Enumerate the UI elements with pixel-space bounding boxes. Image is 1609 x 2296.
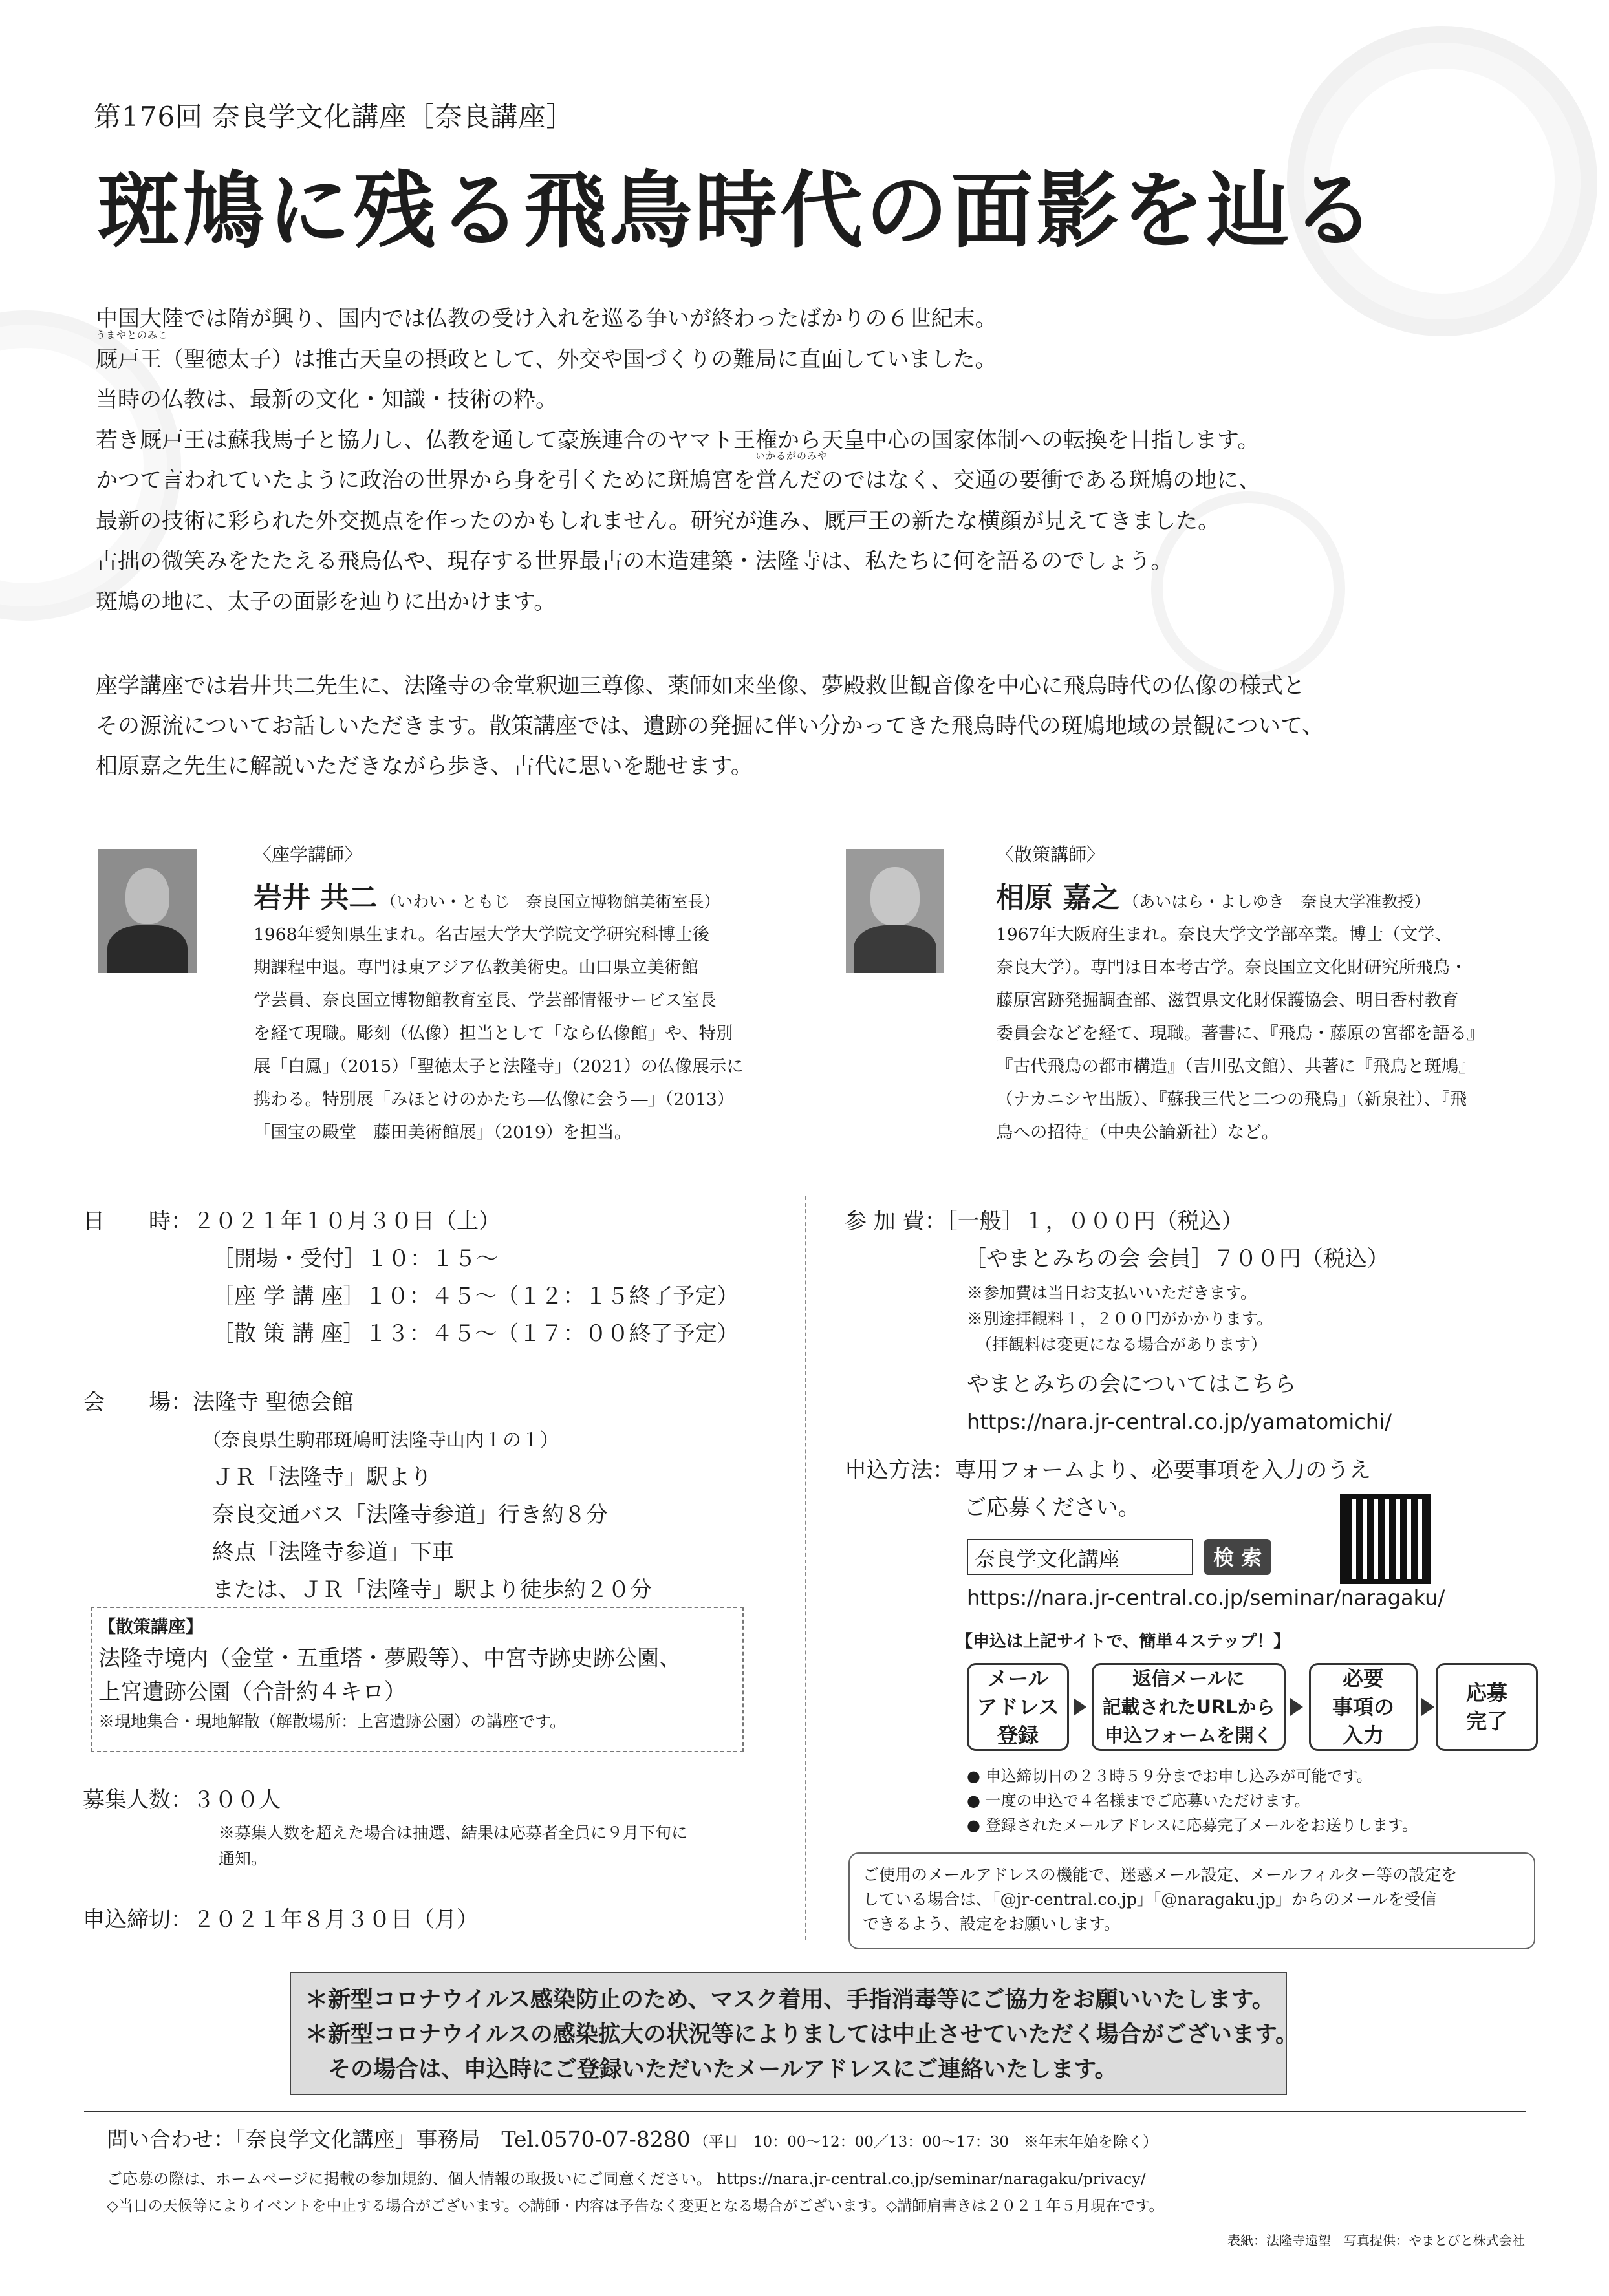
series-label: 第176回 奈良学文化講座［奈良講座］ xyxy=(94,101,574,133)
disclaimer-text: ◇当日の天候等によりイベントを中止する場合がございます。◇講師・内容は予告なく変更となる場合がございます。◇講師肩書きは２０２１年５月現在です。 xyxy=(107,2198,1164,2215)
walking-course-note: ※現地集合・現地解散（解散場所：上宮遺跡公園）の講座です。 xyxy=(98,1712,567,1731)
schedule-item: ［座 学 講 座］１０：４５～（１２：１５終了予定） xyxy=(212,1283,739,1309)
lecturer-name-line xyxy=(996,874,1430,916)
contact-line xyxy=(107,2123,1158,2153)
club-link[interactable]: https://nara.jr-central.co.jp/yamatomichi/ xyxy=(967,1410,1392,1434)
apply-notes: ● 申込締切日の２３時５９分までお申し込みが可能です。 ● 一度の申込で４名様までご応募いただけます。 ● 登録されたメールアドレスに応募完了メールをお送りします。 xyxy=(967,1767,1418,1834)
intro-line-umayado: うまやとのみこ 厩戸王（聖徳太子）は推古天皇の摂政として、外交や国づくりの難局に直面していました。 xyxy=(96,328,997,372)
lecture-description-line: 相原嘉之先生に解説いただきながら歩き、古代に思いを馳せます。 xyxy=(96,753,753,779)
agreement-text: ご応募の際は、ホームページに掲載の参加規約、個人情報の取扱いにご同意ください。 https://nara.jr-central.co.jp/seminar/naragaku/privacy/ xyxy=(107,2170,1146,2188)
venue-access: 終点「法隆寺参道」下車 xyxy=(212,1540,454,1565)
schedule-item: ［開場・受付］１０：１５～ xyxy=(212,1246,498,1272)
step-4: 応募 完了 xyxy=(1436,1663,1538,1751)
qr-code[interactable] xyxy=(1345,1499,1425,1579)
step-arrow xyxy=(1421,1698,1434,1716)
covid-notice: ＊新型コロナウイルス感染防止のため、マスク着用、手指消毒等にご協力をお願いいたします。 ＊新型コロナウイルスの感染拡大の状況等によりましては中止させていただく場合がございます。 その場合は、申込時にご登録いただいたメールアドレスにご連絡いたします。 xyxy=(290,1972,1287,2095)
walking-course-line: 上宮遺跡公園（合計約４キロ） xyxy=(98,1679,406,1705)
lecturer-role: 〈散策講師〉 xyxy=(996,844,1105,865)
schedule-label: 日 時： xyxy=(83,1208,193,1234)
walking-course-line: 法隆寺境内（金堂・五重塔・夢殿等）、中宮寺跡史跡公園、 xyxy=(98,1646,681,1671)
contact-hours: （平日 10：00～12：00／13：00～17：30 ※年末年始を除く） xyxy=(693,2134,1158,2151)
photo-credit: 表紙：法隆寺遠望 写真提供：やまとびと株式会社 xyxy=(1227,2233,1525,2248)
walking-course-heading: 【散策講座】 xyxy=(98,1617,203,1637)
club-text: やまとみちの会についてはこちら xyxy=(967,1371,1297,1397)
capacity-notes: ※募集人数を超えた場合は抽選、結果は応募者全員に９月下旬に 通知。 xyxy=(219,1823,688,1868)
footer-divider xyxy=(84,2111,1526,2112)
club-info xyxy=(967,1366,1392,1441)
lecturer-reading: （いわい・ともじ 奈良国立博物館美術室長） xyxy=(380,892,720,911)
capacity-value: ３００人 xyxy=(193,1787,281,1813)
fee-general: ［一般］１，０００円（税込） xyxy=(946,1208,1244,1234)
lecturer-role: 〈座学講師〉 xyxy=(254,844,363,865)
apply-label: 申込方法： xyxy=(845,1457,955,1483)
intro-line: 中国大陸では隋が興り、国内では仏教の受け入れを巡る争いが終わったばかりの６世紀末。 xyxy=(96,306,997,332)
intro-line: 古拙の微笑みをたたえる飛鳥仏や、現存する世界最古の木造建築・法隆寺は、私たちに何を語るのでしょう。 xyxy=(96,548,1173,574)
fee-notes: ※参加費は当日お支払いいただきます。 ※別途拝観料１，２００円がかかります。 （拝観料は変更になる場合があります） xyxy=(967,1283,1273,1354)
schedule-section xyxy=(83,1203,739,1353)
intro-text xyxy=(96,299,1260,622)
lecture-description-line: その源流についてお話しいただきます。散策講座では、遺跡の発掘に伴い分かってきた飛鳥時代の斑鳩地域の景観について、 xyxy=(96,713,1324,739)
apply-section xyxy=(845,1452,1371,1527)
venue-access: または、ＪＲ「法隆寺」駅より徒歩約２０分 xyxy=(212,1577,652,1603)
step-arrow xyxy=(1074,1698,1086,1716)
intro-line: 当時の仏教は、最新の文化・知識・技術の粋。 xyxy=(96,387,557,413)
intro-line: 斑鳩の地に、太子の面影を辿りに出かけます。 xyxy=(96,588,556,615)
lecturer-photo-iwai xyxy=(98,849,197,973)
lecturer-name: 相原 嘉之 xyxy=(996,881,1120,914)
venue-label: 会 場： xyxy=(83,1389,193,1415)
venue-access: 奈良交通バス「法隆寺参道」行き約８分 xyxy=(212,1502,608,1528)
capacity-section xyxy=(83,1781,281,1819)
lecturer-bio: 1967年大阪府生まれ。奈良大学文学部卒業。博士（文学、 奈良大学）。専門は日本考古学。奈良国立文化財研究所飛鳥・ 藤原宮跡発掘調査部、滋賀県文化財保護協会、明日香村教育 委員会などを経て、現職。著書に、『飛鳥・藤原の宮都を語る』 『古代飛鳥の都市構造』（吉川弘文館）、共著に『飛鳥と斑鳩』 （ナカニシヤ出版）、『蘇我三代と二つの飛鳥』（新泉社）、『飛 鳥への招待』（中央公論新社）など。 xyxy=(996,925,1484,1143)
intro-line-ikarugaguu: いかるがのみや かつて言われていたように政治の世界から身を引くために斑鳩宮を営んだのではなく、交通の要衝である斑鳩の地に、 xyxy=(96,450,1261,493)
lecturer-photo-aihara xyxy=(846,849,944,973)
fee-member: ［やまとみちの会 会員］７００円（税込） xyxy=(964,1246,1389,1272)
walking-course xyxy=(98,1613,681,1735)
fee-label: 参 加 費： xyxy=(845,1208,947,1234)
apply-url[interactable]: https://nara.jr-central.co.jp/seminar/naragaku/ xyxy=(967,1585,1445,1610)
contact-info: 問い合わせ：「奈良学文化講座」事務局 Tel.0570-07-8280 xyxy=(107,2127,691,2152)
step-arrow xyxy=(1290,1698,1303,1716)
column-divider xyxy=(805,1196,806,1940)
ruby-umayado: うまやとのみこ xyxy=(96,328,169,341)
schedule-item: ［散 策 講 座］１３：４５～（１７：００終了予定） xyxy=(212,1321,739,1347)
lecturer-bio: 1968年愛知県生まれ。名古屋大学大学院文学研究科博士後 期課程中退。専門は東アジア仏教美術史。山口県立美術館 学芸員、奈良国立博物館教育室長、学芸部情報サービス室長 を経て現職。彫刻（仏像）担当として「なら仏像館」や、特別 展「白鳳」（2015）「聖徳太子と法隆寺」（2021）の仏像展示に 携わる。特別展「みほとけのかたち―仏像に会う―」（2013） 「国宝の殿堂 藤田美術館展」（2019）を担当。 xyxy=(254,925,744,1143)
lecture-description-line: 座学講座では岩井共二先生に、法隆寺の金堂釈迦三尊像、薬師如来坐像、夢殿救世観音像を中心に飛鳥時代の仏像の様式と xyxy=(96,673,1305,699)
ruby-ikaruga: いかるがのみや xyxy=(755,450,828,462)
capacity-label: 募集人数： xyxy=(83,1787,193,1813)
deadline-label: 申込締切： xyxy=(83,1907,193,1933)
fee-section xyxy=(845,1203,1389,1278)
search-button[interactable]: 検 索 xyxy=(1204,1539,1271,1575)
page-title: 斑鳩に残る飛鳥時代の面影を辿る xyxy=(97,162,1378,259)
step-2: 返信メールに 記載されたURLから 申込フォームを開く xyxy=(1092,1663,1286,1751)
venue-address: （奈良県生駒郡斑鳩町法隆寺山内１の１） xyxy=(202,1429,559,1451)
schedule-date: ２０２１年１０月３０日（土） xyxy=(193,1208,501,1234)
search-input[interactable]: 奈良学文化講座 xyxy=(967,1539,1193,1575)
deadline-section xyxy=(83,1901,479,1938)
email-notice-box: ご使用のメールアドレスの機能で、迷惑メール設定、メールフィルター等の設定を している場合は、「@jr-central.co.jp」「@naragaku.jp」からのメールを受信 できるよう、設定をお願いします。 xyxy=(848,1852,1535,1949)
lecturer-name-line xyxy=(254,874,720,916)
venue-section xyxy=(83,1384,652,1609)
lecturer-reading: （あいはら・よしゆき 奈良大学准教授） xyxy=(1123,892,1431,911)
apply-line: 専用フォームより、必要事項を入力のうえ xyxy=(955,1457,1372,1483)
step-3: 必要 事項の 入力 xyxy=(1309,1663,1418,1751)
venue-name: 法隆寺 聖徳会館 xyxy=(193,1389,354,1415)
intro-line: 若き厩戸王は蘇我馬子と協力し、仏教を通して豪族連合のヤマト王権から天皇中心の国家体制への転換を目指します。 xyxy=(96,427,1260,453)
apply-line: ご応募ください。 xyxy=(964,1495,1140,1521)
venue-access: ＪＲ「法隆寺」駅より xyxy=(212,1465,432,1490)
lecture-description xyxy=(96,666,1324,786)
step-1: メール アドレス 登録 xyxy=(967,1663,1069,1751)
steps-heading: 【申込は上記サイトで、簡単４ステップ！】 xyxy=(956,1632,1291,1651)
deadline-value: ２０２１年８月３０日（月） xyxy=(193,1907,479,1933)
intro-line: 最新の技術に彩られた外交拠点を作ったのかもしれません。研究が進み、厩戸王の新たな横顔が見えてきました。 xyxy=(96,508,1220,534)
lecturer-name: 岩井 共二 xyxy=(254,881,378,914)
